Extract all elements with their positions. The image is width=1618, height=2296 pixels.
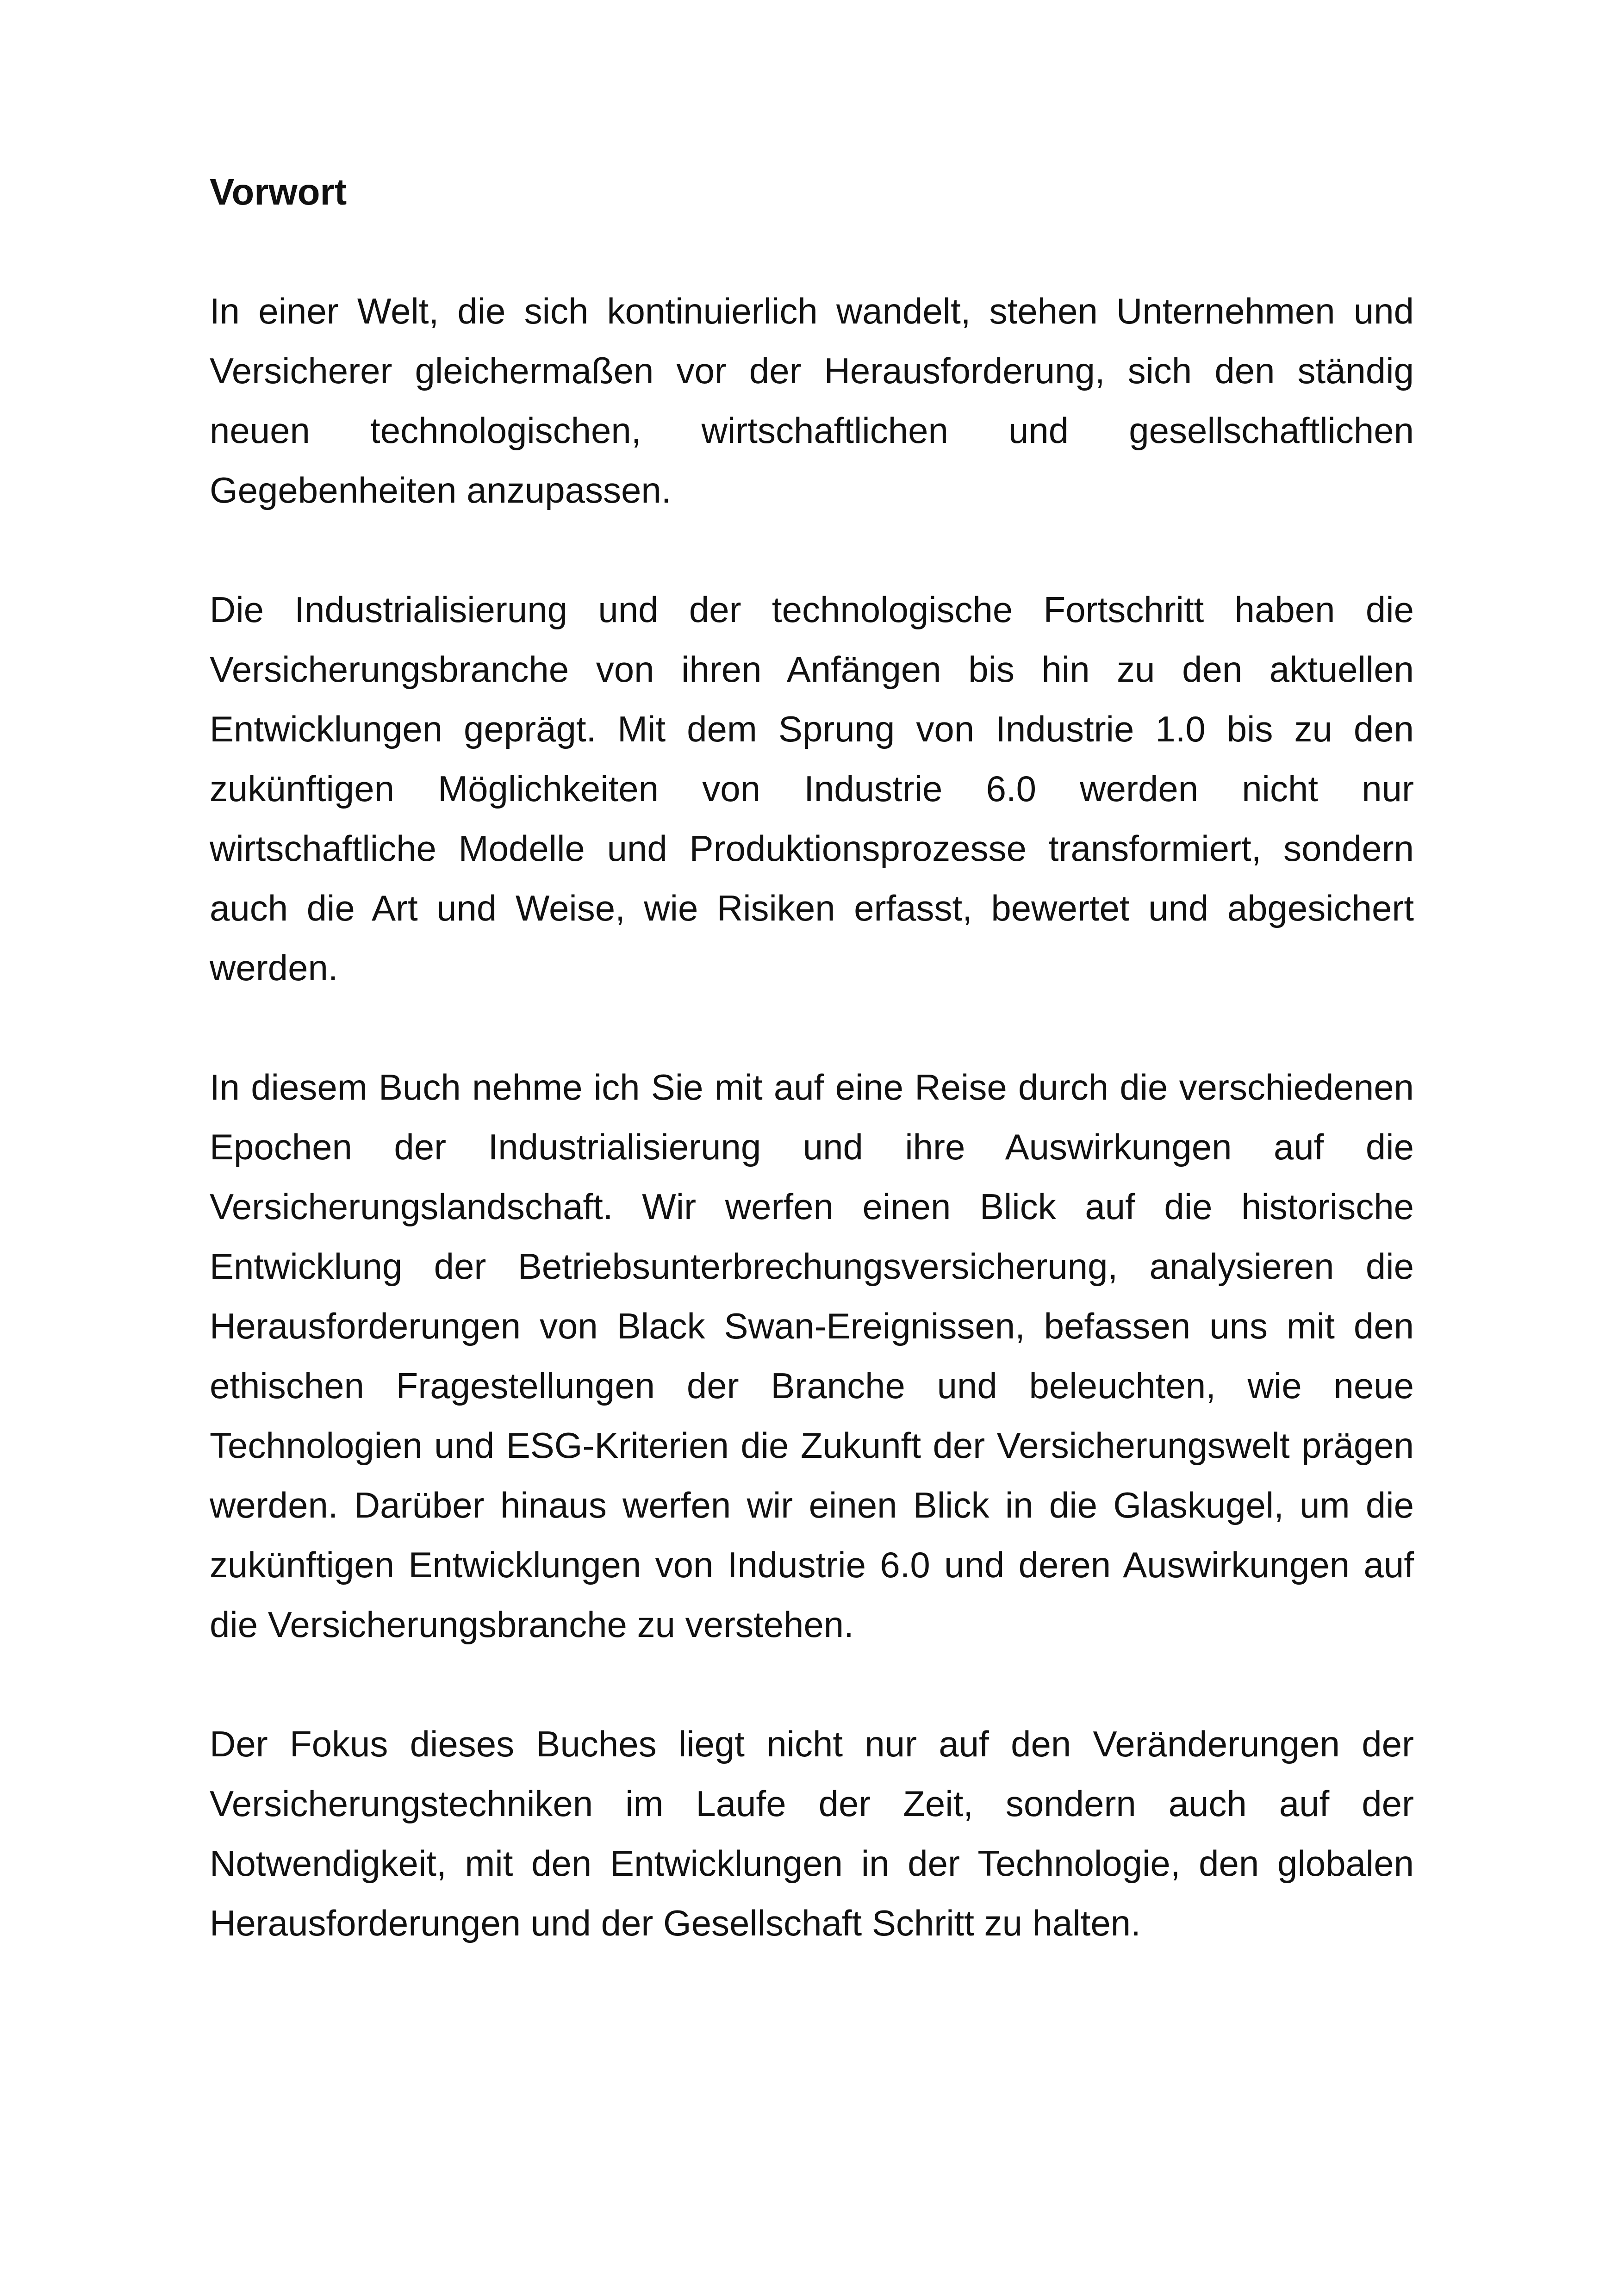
- page-title: Vorwort: [210, 171, 347, 212]
- paragraph-4: Der Fokus dieses Buches liegt nicht nur auf den Veränderungen der Versicherungstechniken im Laufe der Zeit, sondern auch auf der Notwendigkeit, mit den Entwicklungen in der Technologie, den globalen Herausforderungen und der Gesellschaft Schritt zu halten.: [210, 1724, 1414, 1943]
- paragraph-3: In diesem Buch nehme ich Sie mit auf eine Reise durch die verschiedenen Epochen der Industrialisierung und ihre Auswirkungen auf die Versicherungslandschaft. Wir werfen einen Blick auf die historische Entwicklung der Betriebsunterbrechungsversicherung, analysieren die Herausforderungen von Black Swan-Ereignissen, befassen uns mit den ethischen Fragestellungen der Branche und beleuchten, wie neue Technologien und ESG-Kriterien die Zukunft der Versicherungswelt prägen werden. Darüber hinaus werfen wir einen Blick in die Glaskugel, um die zukünftigen Entwicklungen von Industrie 6.0 und deren Auswirkungen auf die Versicherungsbranche zu verstehen.: [210, 1067, 1414, 1645]
- page-content: [210, 162, 1414, 1953]
- paragraph-2: Die Industrialisierung und der technologische Fortschritt haben die Versicherungsbranche von ihren Anfängen bis hin zu den aktuellen Entwicklungen geprägt. Mit dem Sprung von Industrie 1.0 bis zu den zukünftigen Möglichkeiten von Industrie 6.0 werden nicht nur wirtschaftliche Modelle und Produktionsprozesse transformiert, sondern auch die Art und Weise, wie Risiken erfasst, bewertet und abgesichert werden.: [210, 589, 1414, 988]
- paragraph-1: In einer Welt, die sich kontinuierlich wandelt, stehen Unternehmen und Versicherer gleichermaßen vor der Herausforderung, sich den ständig neuen technologischen, wirtschaftlichen und gesellschaftlichen Gegebenheiten anzupassen.: [210, 291, 1414, 510]
